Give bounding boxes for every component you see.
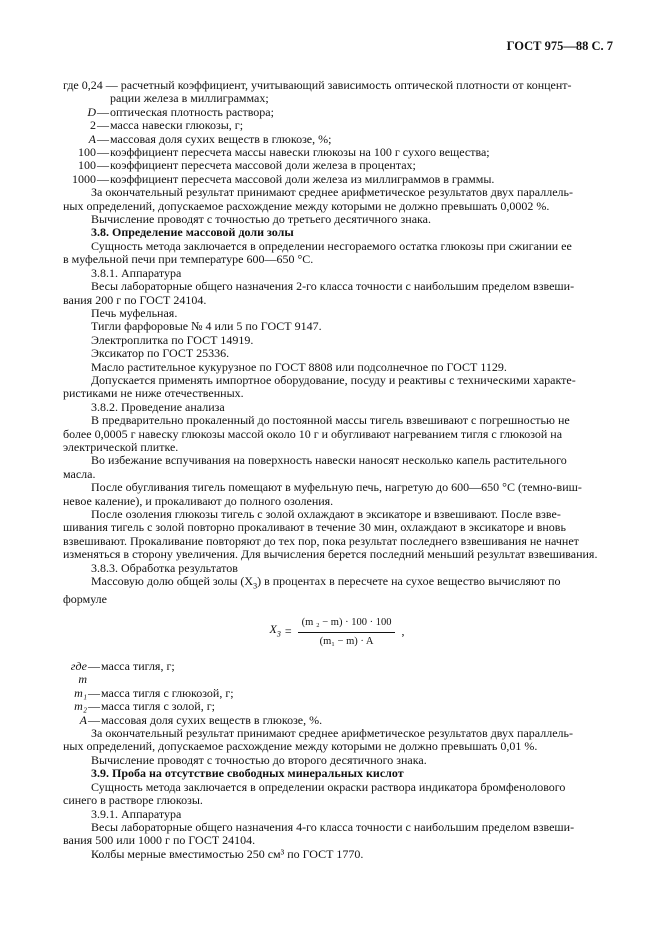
section-3-9-essence: Сущность метода заключается в определении окраски раствора индикатора бромфенолового <box>91 779 566 794</box>
definition-item: 100 — коэффициент пересчета массы навески глюкозы на 100 г сухого вещества; <box>63 146 611 159</box>
final-result-text-1: За окончательный результат принимают среднее арифметическое результатов двух параллель- <box>91 185 573 200</box>
definition-symbol: m₂ <box>74 699 87 714</box>
formula-numerator: (m ₂ − m) · 100 · 100 <box>298 616 396 632</box>
definition-continuation: рации железа в миллиграммах; <box>110 91 269 106</box>
page-header: ГОСТ 975—88 С. 7 <box>506 39 613 53</box>
definition-item: A — массовая доля сухих веществ в глюкозе, %. <box>63 714 611 727</box>
analysis-para-1-cont2: электрической плитке. <box>63 439 179 454</box>
definition-item: m₂ — масса тигля с золой, г; <box>63 700 611 713</box>
formula-tail: , <box>401 624 405 639</box>
definition-item: 1000 — коэффициент пересчета массовой доли железа из миллиграммов в граммы. <box>63 173 611 186</box>
definition-text: расчетный коэффициент, учитывающий зависимость оптической плотности от концент- <box>120 78 572 92</box>
apparatus-scales: Весы лабораторные общего назначения 2-го класса точности с наибольшим пределом взвеши- <box>91 279 575 294</box>
definitions-list-2 <box>63 660 611 727</box>
subsection-3-8-3: 3.8.3. Обработка результатов <box>91 560 238 575</box>
document-body <box>63 79 611 861</box>
formula-fraction <box>298 616 396 648</box>
analysis-para-3: После обугливания тигель помещают в муфельную печь, нагретую до 600—650 °С (темно-виш- <box>91 480 582 495</box>
definition-item: где 0,24 — расчетный коэффициент, учитывающий зависимость оптической плотности от концент- <box>63 78 572 92</box>
apparatus-flasks: Колбы мерные вместимостью 250 см³ по ГОСТ 1770. <box>91 846 364 861</box>
definition-symbol: где 0,24 <box>63 78 103 92</box>
definition-text: массовая доля сухих веществ в глюкозе, %. <box>101 712 323 727</box>
results-intro: Массовую долю общей золы $(X_3)$ в процентах в пересчете на сухое вещество вычисляют по <box>91 574 561 591</box>
calc-precision-2: Вычисление проводят с точностью до второго десятичного знака. <box>91 752 427 767</box>
definition-symbol: A <box>79 712 87 727</box>
definition-symbol: m₁ <box>74 685 87 700</box>
formula-lhs: $X_3$ <box>269 622 281 639</box>
calc-precision-1: Вычисление проводят с точностью до третьего десятичного знака. <box>91 212 432 227</box>
definition-item: 100 — коэффициент пересчета массовой доли железа в процентах; <box>63 159 611 172</box>
definitions-list-1 <box>63 79 611 186</box>
definition-text: масса тигля, г; <box>101 659 175 674</box>
definition-symbol: A <box>88 131 96 146</box>
analysis-para-4-cont: шивания тигель с золой повторно прокаливают в течение 30 мин, охлаждают в эксикаторе и вновь <box>63 520 566 535</box>
analysis-para-2-cont: масла. <box>63 466 96 481</box>
analysis-para-4: После озоления глюкозы тигель с золой охлаждают в эксикаторе и взвешивают. После взве- <box>91 507 561 521</box>
section-3-8-essence-cont: в муфельной печи при температуре 600—650 °С. <box>63 252 314 267</box>
analysis-para-2: Во избежание вспучивания на поверхность навески наносят несколько капель растительного <box>91 453 567 468</box>
definition-symbol: 100 <box>78 158 96 173</box>
subsection-3-8-2: 3.8.2. Проведение анализа <box>91 399 225 414</box>
subsection-3-9-1: 3.9.1. Аппаратура <box>91 806 182 821</box>
subsection-3-8-1: 3.8.1. Аппаратура <box>91 265 182 280</box>
results-intro-cont: формуле <box>63 591 107 606</box>
formula-equals: = <box>284 624 292 639</box>
section-3-9-heading: 3.9. Проба на отсутствие свободных минеральных кислот <box>91 766 404 781</box>
final-result-text-1-cont: ных определений, допускаемое расхождение между которыми не должно превышать 0,0002 %. <box>63 198 550 213</box>
apparatus-oil: Масло растительное кукурузное по ГОСТ 8808 или подсолнечное по ГОСТ 1129. <box>91 359 507 374</box>
definition-item: A — массовая доля сухих веществ в глюкозе, %; <box>63 133 611 146</box>
apparatus-desiccator: Эксикатор по ГОСТ 25336. <box>91 346 230 361</box>
definition-symbol: 2 <box>90 118 96 133</box>
definition-symbol: где m <box>70 659 87 687</box>
final-result-text-2: За окончательный результат принимают среднее арифметическое результатов двух параллель- <box>91 726 573 741</box>
section-3-8-essence: Сущность метода заключается в определении несгораемого остатка глюкозы при сжигании ее <box>91 238 572 253</box>
definition-text: оптическая плотность раствора; <box>110 104 274 119</box>
analysis-para-1-cont: более 0,0005 г навеску глюкозы массой около 10 г и обугливают нагреванием тигля с глюкозой на <box>63 426 563 441</box>
definition-item: m₁ — масса тигля с глюкозой, г; <box>63 687 611 700</box>
analysis-para-4-cont3: изменяться в сторону увеличения. Для вычисления берется последний меньший результат взвешивания. <box>63 547 598 562</box>
definition-symbol: D <box>87 104 96 119</box>
apparatus-hotplate: Электроплитка по ГОСТ 14919. <box>91 332 254 347</box>
definition-item: где m — масса тигля, г; <box>63 660 611 687</box>
apparatus-scales-4-cont: вания 500 или 1000 г по ГОСТ 24104. <box>63 833 256 848</box>
definition-item: D — оптическая плотность раствора; <box>63 106 611 119</box>
definition-symbol: 1000 <box>72 171 96 186</box>
ash-formula <box>63 616 611 648</box>
section-3-9-essence-cont: синего в растворе глюкозы. <box>63 793 203 808</box>
definition-item: 2 — масса навески глюкозы, г; <box>63 119 611 132</box>
analysis-para-4-cont2: взвешивают. Прокаливание повторяют до тех пор, пока результат последнего взвешивания не начнет <box>63 533 579 548</box>
apparatus-import-note: Допускается применять импортное оборудование, посуду и реактивы с техническими характе- <box>91 372 576 387</box>
definition-text: масса навески глюкозы, г; <box>110 118 244 133</box>
section-3-8-heading: 3.8. Определение массовой доли золы <box>91 225 294 240</box>
apparatus-scales-4: Весы лабораторные общего назначения 4-го класса точности с наибольшим пределом взвеши- <box>91 819 575 834</box>
definition-text: массовая доля сухих веществ в глюкозе, %; <box>110 131 332 146</box>
final-result-text-2-cont: ных определений, допускаемое расхождение между которыми не должно превышать 0,01 %. <box>63 739 538 754</box>
definition-symbol: 100 <box>78 145 96 160</box>
definition-text: масса тигля с золой, г; <box>101 699 215 714</box>
analysis-para-1: В предварительно прокаленный до постоянной массы тигель взвешивают с погрешностью не <box>91 413 570 428</box>
apparatus-crucibles: Тигли фарфоровые № 4 или 5 по ГОСТ 9147. <box>91 319 322 334</box>
apparatus-import-note-cont: ристиками не ниже отечественных. <box>63 386 244 401</box>
apparatus-scales-cont: вания 200 г по ГОСТ 24104. <box>63 292 207 307</box>
formula-denominator: (m₁ − m) · A <box>319 635 374 647</box>
apparatus-furnace: Печь муфельная. <box>91 305 178 320</box>
definition-text: коэффициент пересчета массовой доли железа из миллиграммов в граммы. <box>110 171 495 186</box>
definition-text: коэффициент пересчета массовой доли железа в процентах; <box>110 158 416 173</box>
definitions-list-1-items <box>63 106 611 186</box>
definition-text: коэффициент пересчета массы навески глюкозы на 100 г сухого вещества; <box>110 145 490 160</box>
analysis-para-3-cont: невое каление), и прокаливают до полного озоления. <box>63 493 334 508</box>
definition-text: масса тигля с глюкозой, г; <box>101 685 234 700</box>
